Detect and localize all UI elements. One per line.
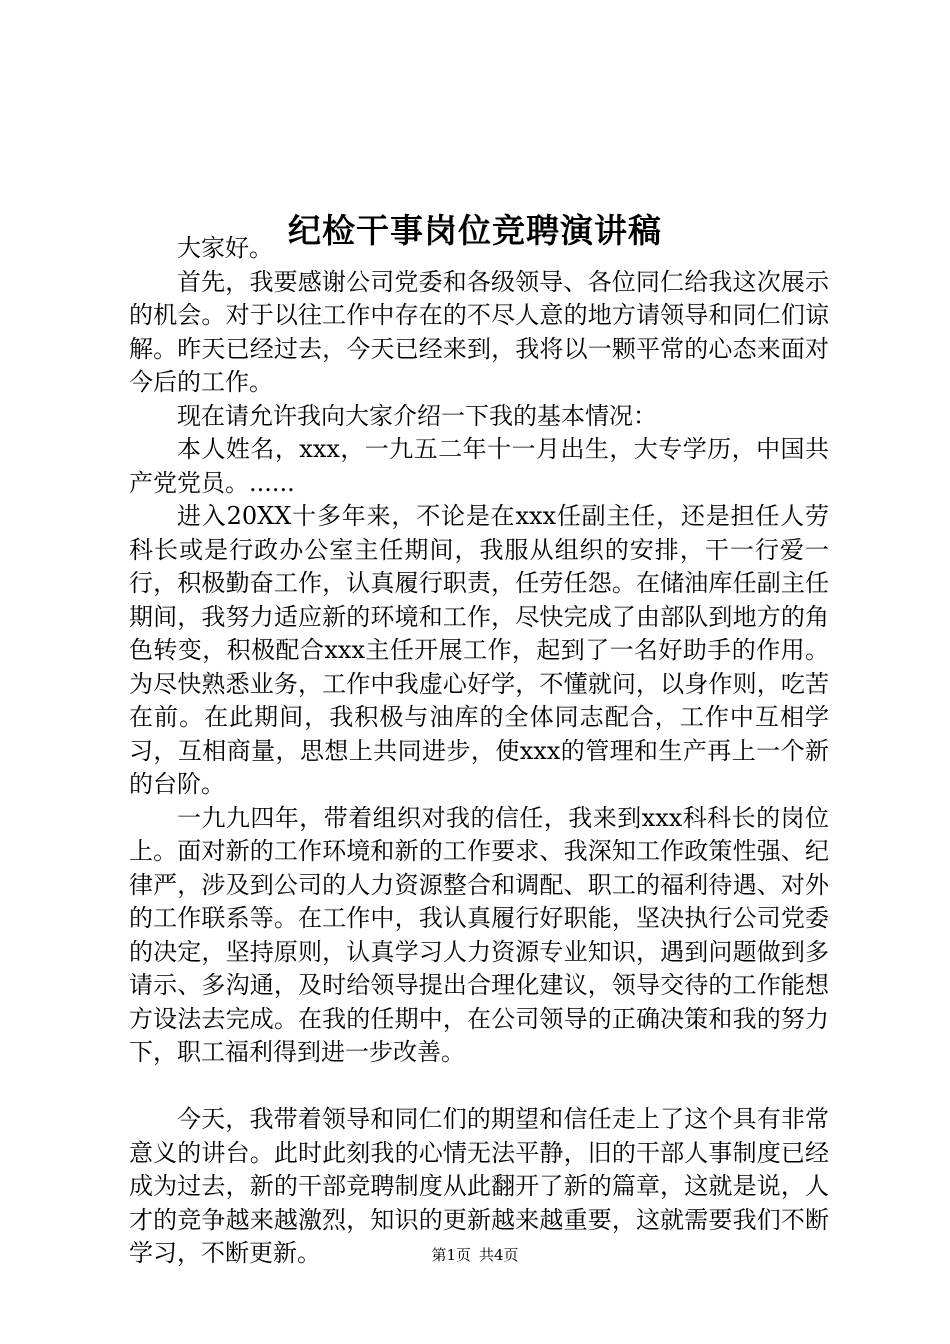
paragraph-greeting: 大家好。 [177, 234, 273, 262]
paragraph-today: 今天，我带着领导和同仁们的期望和信任走上了这个具有非常意义的讲台。此时此刻我的心情无法平静，旧的干部人事制度已经成为过去，新的干部竞聘制度从此翻开了新的篇章，这就是说，人才的竞争越来越激烈，知识的更新越来越重要，这就需要我们不断学习，不断更新。 [129, 1105, 829, 1267]
page-total: 共4页 [479, 1246, 519, 1264]
document-title: 纪检干事岗位竞聘演讲稿 [288, 211, 662, 251]
paragraph-personal-info: 本人姓名，xxx，一九五二年十一月出生，大专学历，中国共产党党员。...... [129, 435, 829, 497]
page-number: 第1页 [431, 1246, 471, 1264]
paragraph-work-history: 进入20XX十多年来，不论是在xxx任副主任，还是担任人劳科长或是行政办公室主任期间，我服从组织的安排，干一行爱一行，积极勤奋工作，认真履行职责，任劳任怨。在储油库任副主任期间，我努力适应新的环境和工作，尽快完成了由部队到地方的角色转变，积极配合xxx主任开展工作，起到了一名好助手的作用。为尽快熟悉业务，工作中我虚心好学，不懂就问，以身作则，吃苦在前。在此期间，我积极与油库的全体同志配合，工作中互相学习，互相商量，思想上共同进步，使xxx的管理和生产再上一个新的台阶。 [129, 502, 829, 798]
document-body [129, 232, 829, 1271]
paragraph-intro: 现在请允许我向大家介绍一下我的基本情况： [177, 401, 657, 430]
paragraph-thanks: 首先，我要感谢公司党委和各级领导、各位同仁给我这次展示的机会。对于以往工作中存在的不尽人意的地方请领导和同仁们谅解。昨天已经过去，今天已经来到，我将以一颗平常的心态来面对今后的工作。 [129, 267, 829, 396]
page-footer [0, 1245, 950, 1265]
paragraph-1994-position: 一九九四年，带着组织对我的信任，我来到xxx科科长的岗位上。面对新的工作环境和新的工作要求、我深知工作政策性强、纪律严，涉及到公司的人力资源整合和调配、职工的福利待遇、对外的工作联系等。在工作中，我认真履行好职能，坚决执行公司党委的决定，坚持原则，认真学习人力资源专业知识，遇到问题做到多请示、多沟通，及时给领导提出合理化建议，领导交待的工作能想方设法去完成。在我的任期中，在公司领导的正确决策和我的努力下，职工福利得到进一步改善。 [129, 803, 829, 1066]
